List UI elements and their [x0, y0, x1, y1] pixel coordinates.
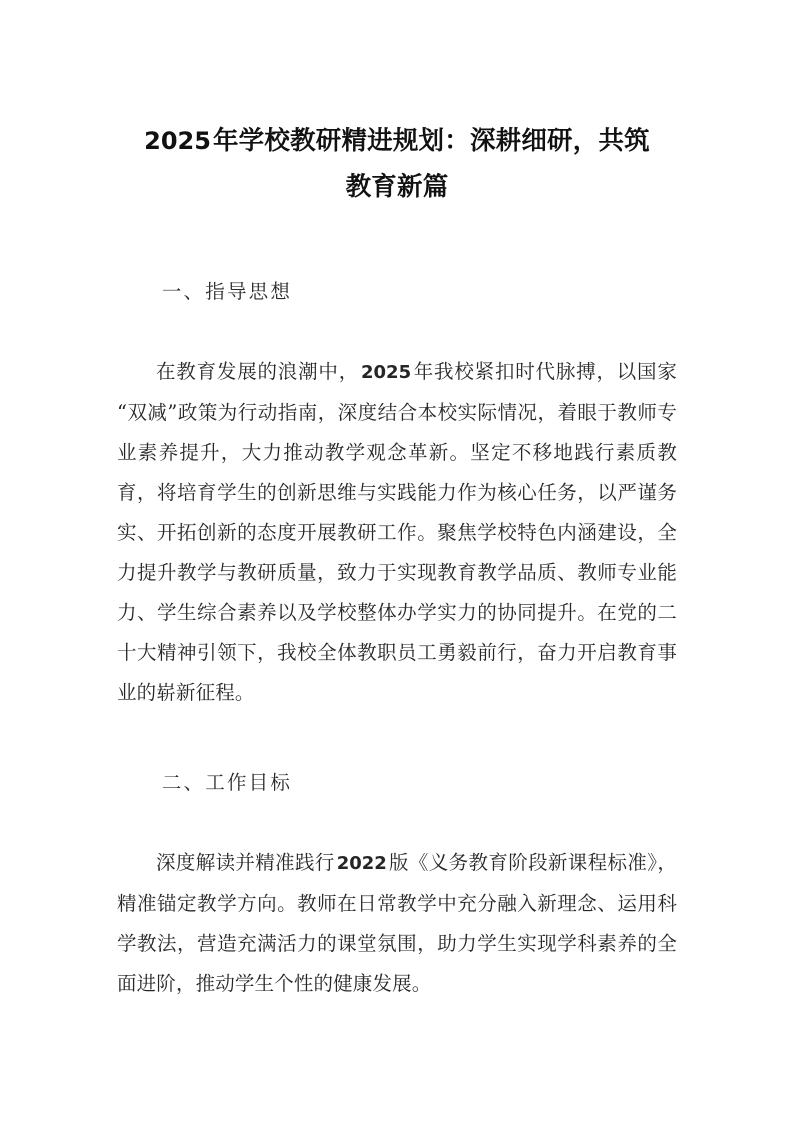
document-title-line-2-text: 教育新篇 — [345, 172, 449, 202]
spacer-section-one-heading-to-body — [117, 312, 677, 352]
spacer-section-two-heading-to-body — [117, 803, 677, 843]
paragraph-text-segment: 年我校紧扣时代脉搏，以国家“双减”政策为行动指南，深度结合本校实际情况，着眼于教师专业素养提升，大力推动教学观念革新。坚定不移地践行素质教育，将培育学生的创新思维与实践能力作为核心任务，以严谨务实、开拓创新的态度开展教研工作。聚焦学校特色内涵建设，全力提升教学与教研质量，致力于实现教育教学品质、教师专业能力、学生综合素养以及学校整体办学实力的协同提升。在党的二十大精神引领下，我校全体教职员工勇毅前行，奋力开启教育事业的崭新征程。 — [117, 360, 677, 704]
section-heading-one: 一、指导思想 — [161, 280, 293, 303]
spacer-title-to-section-one — [117, 210, 677, 272]
paragraph-text-segment: 深度解读并精准践行 — [156, 851, 335, 874]
paragraph-text-segment: 版《义务教育阶段新课程标准》，精准锚定教学方向。教师在日常教学中充分融入新理念、运用科学教法，营造充满活力的课堂氛围，助力学生实现学科素养的全面进阶，推动学生个性的健康发展。 — [117, 851, 677, 995]
section-heading-two: 二、工作目标 — [161, 771, 293, 794]
section-one-paragraph — [117, 352, 677, 713]
spacer-section-one-to-section-two — [117, 713, 677, 763]
document-title-line-1-text: 年学校教研精进规划：深耕细研，共筑 — [212, 126, 650, 156]
paragraph-text-segment: 在教育发展的浪潮中， — [156, 360, 359, 383]
document-title — [117, 0, 677, 210]
document-content-column — [117, 0, 677, 1004]
section-two-paragraph — [117, 843, 677, 1004]
paragraph-number-segment: 2025 — [361, 362, 412, 383]
document-title-year: 2025 — [144, 127, 211, 155]
paragraph-number-segment: 2022 — [336, 853, 387, 874]
